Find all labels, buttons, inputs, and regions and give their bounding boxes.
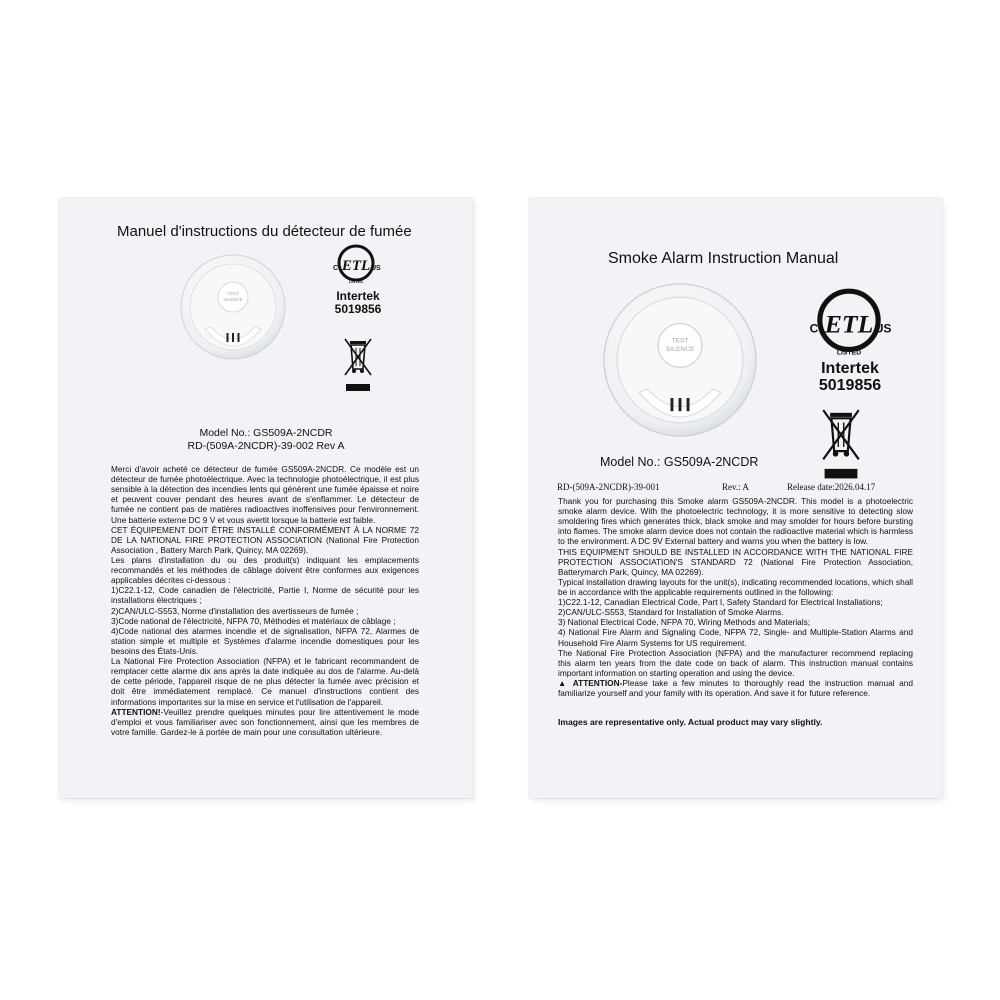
paragraph-code-3: 3) National Electrical Code, NFPA 70, Wiring Methods and Materials; (558, 617, 811, 628)
french-manual-page (59, 198, 473, 798)
intertek-mark (324, 290, 392, 315)
instructions-text (558, 496, 913, 698)
paragraph-attention (111, 707, 419, 737)
paragraph-code-2: 2)CAN/ULC-S553, Standard for Installation of Smoke Alarms. (558, 607, 784, 618)
revision: Rev.: A (722, 482, 749, 492)
document-number: RD-(509A-2NCDR)-39-001 (557, 482, 660, 492)
instructions-text (111, 464, 419, 737)
cert-listed-label: LISTED (836, 349, 862, 357)
cert-us-label: US (371, 265, 381, 272)
cert-c-label: C (333, 265, 339, 272)
button-label-silence: SILENCE (223, 297, 243, 302)
release-date: Release date:2026.04.17 (787, 482, 876, 492)
paragraph-code-4: 4)Code national des alarmes incendie et de signalisation, NFPA 72, Alarmes de station simple et multiple et Systèmes d'alarme incendie domestiques pour les besoins des États-Unis. (111, 625, 419, 656)
paragraph-intro: Thank you for purchasing this Smoke alarm GS509A-2NCDR. This model is a photoelectric smoke alarm device. With the photoelectric technology, it is more sensitive to detecting slow smoldering fires which generates thick, black smoke and may smolder for hours before bursting into flames. The smoke alarm device does not contain the radioactive material which is harmless to the environment. A DC 9V External battery and warns you when the battery is low. (558, 496, 913, 547)
intertek-brand: Intertek (336, 289, 380, 303)
etl-listed-logo (330, 243, 382, 285)
intertek-number: 5019856 (334, 301, 382, 316)
button-label-test: TEST (671, 337, 689, 345)
paragraph-installation: CET ÉQUIPEMENT DOIT ÊTRE INSTALLÉ CONFORMÉMENT À LA NORME 72 DE LA NATIONAL FIRE PROTECTION ASSOCIATION (National Fire Protection Association , Battery March Park, Quincy, MA 02269). (111, 524, 419, 555)
cert-listed-label: LISTED (348, 279, 364, 284)
etl-listed-logo (803, 286, 895, 358)
button-label-silence: SILENCE (665, 346, 695, 354)
cert-c-label: C (809, 321, 819, 336)
english-manual-page (529, 198, 942, 798)
page-title: Manuel d'instructions du détecteur de fumée (117, 223, 412, 240)
attention-label: ATTENTION- (572, 677, 623, 688)
paragraph-attention (558, 678, 913, 698)
paragraph-code-4: 4) National Fire Alarm and Signaling Code, NFPA 72, Single- and Multiple-Station Alarms and Household Fire Alarm Systems for US requirement. (558, 627, 913, 648)
cert-us-label: US (874, 321, 892, 336)
smoke-alarm-image (601, 281, 759, 439)
paragraph-code-1: 1)C22.1-12, Code canadien de l'électricité, Partie I, Norme de sécurité pour les installations électriques ; (111, 585, 419, 606)
paragraph-code-2: 2)CAN/ULC-S553, Norme d'installation des avertisseurs de fumée ; (111, 605, 359, 616)
disclaimer-note: Images are representative only. Actual product may vary slightly. (558, 717, 823, 727)
model-number: Model No.: GS509A-2NCDR (199, 427, 333, 439)
intertek-mark (802, 361, 898, 395)
paragraph-code-1: 1)C22.1-12, Canadian Electrical Code, Part I, Safety Standard for Electrical Installations; (558, 597, 883, 608)
intertek-number: 5019856 (818, 376, 882, 394)
intertek-brand: Intertek (821, 360, 879, 377)
svg-text:ETL: ETL (341, 258, 371, 274)
etl-certification-mark (803, 286, 895, 363)
weee-crossed-bin-icon (342, 336, 374, 400)
attention-label: ATTENTION! (111, 706, 161, 717)
warning-triangle-icon: ▲ (558, 677, 573, 688)
paragraph-installation: THIS EQUIPMENT SHOULD BE INSTALLED IN ACCORDANCE WITH THE NATIONAL FIRE PROTECTION ASSOCIATION'S STANDARD 72 (National Fire Protection Association, Batterymarch Park, Quincy, MA 02269). (558, 546, 913, 577)
attention-text: Please take a few minutes to thoroughly read the instruction manual and familiarize yourself and your family with its operation. And save it for future reference. (558, 677, 913, 699)
weee-crossed-bin-icon (819, 406, 863, 488)
page-title: Smoke Alarm Instruction Manual (608, 250, 839, 267)
svg-text:ETL: ETL (824, 309, 874, 339)
etl-certification-mark (330, 243, 381, 290)
paragraph-replacement: La National Fire Protection Association (NFPA) et le fabricant recommandent de remplacer cette alarme dix ans après la date indiquée au dos de l'alarme. Au-delà de cette période, l'appareil risque de ne plus détecter la fumée avec précision et doit être immédiatement remplacé. Ce manuel d'instructions contient des informations importantes sur la mise en service et l'utilisation de l'appareil. (111, 656, 419, 707)
model-info (166, 427, 366, 453)
smoke-alarm-image (179, 253, 287, 361)
paragraph-replacement: The National Fire Protection Association (NFPA) and the manufacturer recommend replacing this alarm ten years from the date code on back of alarm. This instruction manual contains important information on starting operation and using the device. (558, 647, 913, 678)
model-number: Model No.: GS509A-2NCDR (600, 455, 759, 469)
paragraph-code-3: 3)Code national de l'électricité, NFPA 70, Méthodes et matériaux de câblage ; (111, 615, 396, 626)
document-revision: RD-(509A-2NCDR)-39-002 Rev A (187, 440, 345, 453)
paragraph-intro: Merci d'avoir acheté ce détecteur de fumée GS509A-2NCDR. Ce modèle est un détecteur de fumée photoélectrique. Avec la technologie photoélectrique, il est plus sensible à la détection des incendies lents qui génèrent une fumée épaisse et noire et peuvent couver pendant des heures avant de s'enflammer. Le détecteur de fumée ne contient pas de matières radioactives inoffensives pour l'environnement. Une batterie externe DC 9 V et vous avertit lorsque la batterie est faible. (111, 464, 419, 525)
paragraph-layout: Les plans d'installation du ou des produit(s) indiquant les emplacements recommandés et les méthodes de câblage doivent être conformes aux exigences applicables décrites ci-dessous : (111, 554, 419, 586)
attention-text: -Veuillez prendre quelques minutes pour lire attentivement le mode d'emploi et vous familiariser avec son fonctionnement, ainsi que les membres de votre famille. Gardez-le à portée de main pour une consultation ultérieure. (111, 706, 419, 737)
button-label-test: TEST (227, 291, 239, 296)
paragraph-layout: Typical installation drawing layouts for the unit(s), indicating recommended locations, which shall be in accordance with the applicable requirements outlined in the following: (558, 576, 913, 597)
